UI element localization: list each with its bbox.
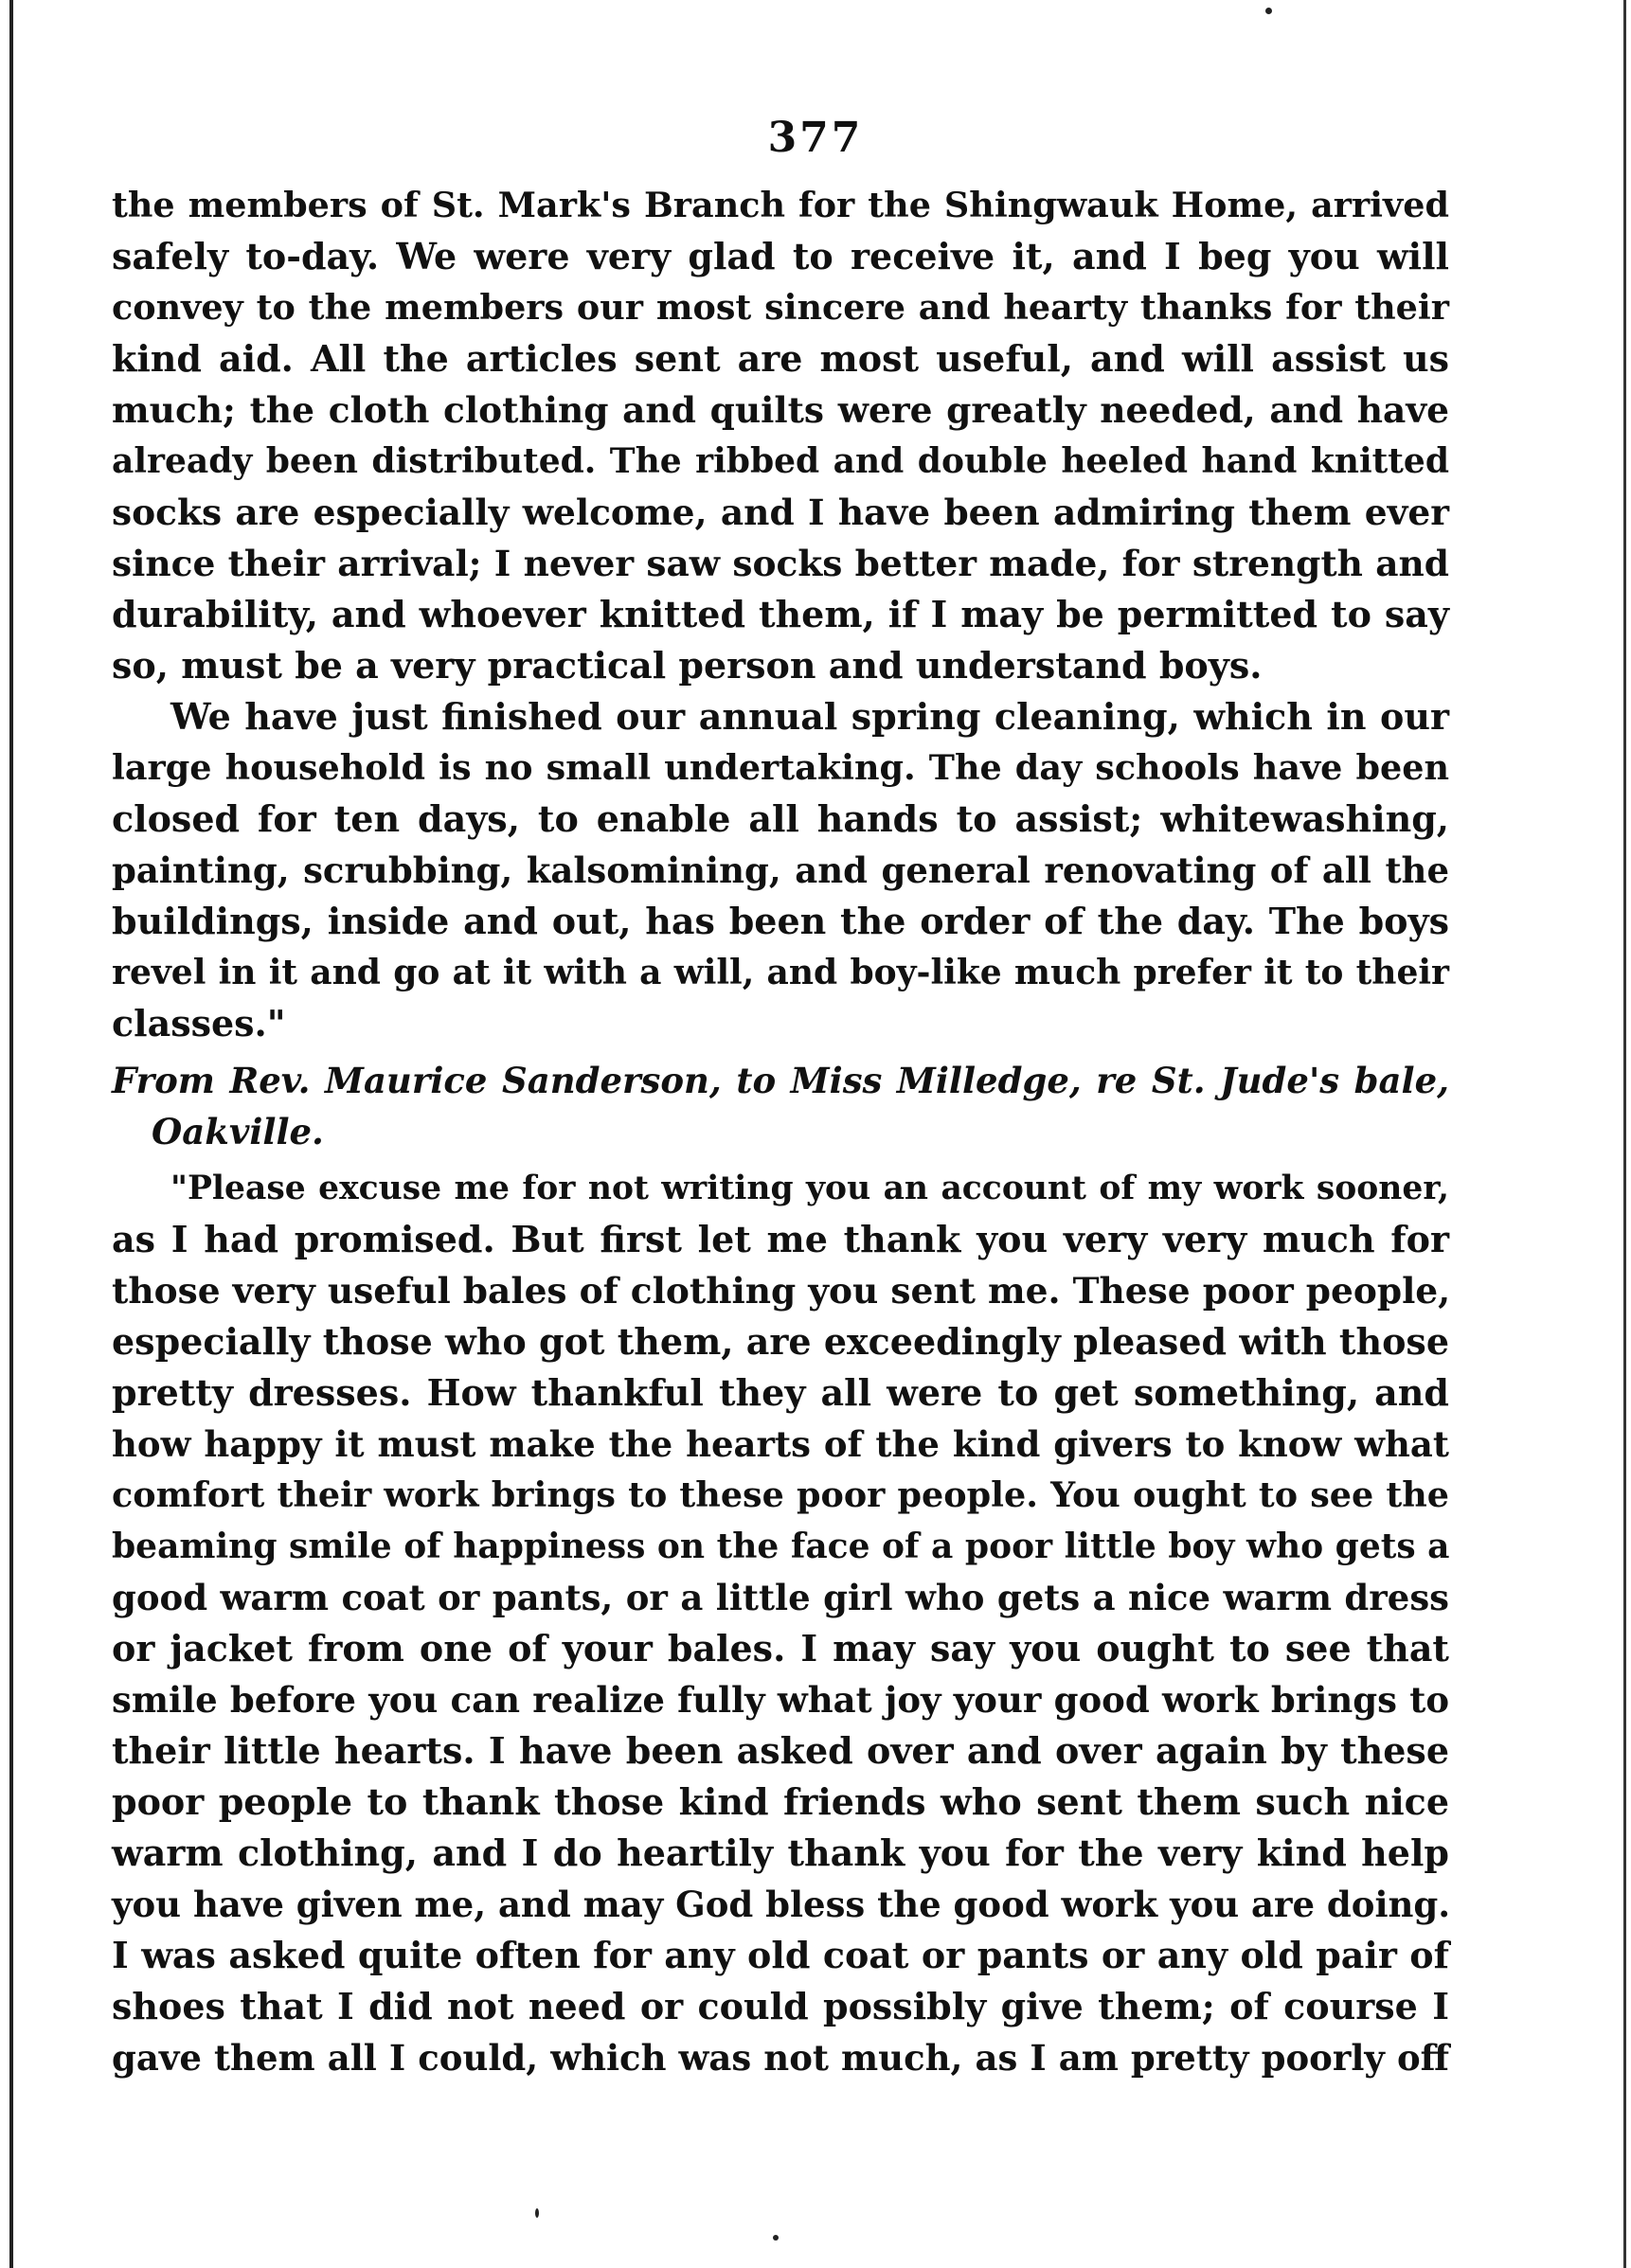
- text-line: comfort their work brings to these poor people. You ought to see the: [112, 1474, 1449, 1515]
- text-line: safely to-day. We were very glad to receive it, and I beg you will: [112, 235, 1449, 277]
- text-line: much; the cloth clothing and quilts were greatly needed, and have: [112, 389, 1449, 431]
- text-line: how happy it must make the hearts of the kind givers to know what: [112, 1423, 1449, 1465]
- text-line: warm clothing, and I do heartily thank you for the very kind help: [112, 1831, 1449, 1874]
- text-line: "Please excuse me for not writing you an account of my work sooner,: [170, 1170, 1449, 1207]
- text-line: convey to the members our most sincere and hearty thanks for their: [112, 287, 1449, 328]
- text-line: the members of St. Mark's Branch for the Shingwauk Home, arrived: [112, 185, 1449, 225]
- heading-line: From Rev. Maurice Sanderson, to Miss Milledge, re St. Jude's bale,: [112, 1060, 1449, 1101]
- text-line: revel in it and go at it with a will, and boy-like much prefer it to their: [112, 953, 1449, 992]
- text-line: shoes that I did not need or could possibly give them; of course I: [112, 1985, 1449, 2027]
- letter-heading: [112, 1055, 1449, 1157]
- text-line: good warm coat or pants, or a little girl who gets a nice warm dress: [112, 1577, 1449, 1618]
- text-line: since their arrival; I never saw socks better made, for strength and: [112, 543, 1449, 584]
- page-number: 377: [767, 114, 864, 162]
- text-line: smile before you can realize fully what joy your good work brings to: [112, 1679, 1449, 1721]
- text-line: durability, and whoever knitted them, if I may be permitted to say: [112, 593, 1449, 635]
- text-line: pretty dresses. How thankful they all were to get something, and: [112, 1371, 1449, 1414]
- text-line: large household is no small undertaking. The day schools have been: [112, 747, 1449, 788]
- text-line: socks are especially welcome, and I have been admiring them ever: [112, 491, 1449, 533]
- text-line: poor people to thank those kind friends who sent them such nice: [112, 1780, 1449, 1823]
- text-line: as I had promised. But first let me thank you very very much for: [112, 1218, 1449, 1260]
- left-margin-rule: [9, 0, 13, 2268]
- text-line: especially those who got them, are exceedingly pleased with those: [112, 1320, 1449, 1363]
- print-speck: [1265, 8, 1272, 14]
- print-speck: [535, 2208, 539, 2218]
- right-margin-rule: [1623, 0, 1626, 2268]
- paragraph-spring-cleaning: [112, 691, 1449, 1049]
- paragraph-sanderson-letter: [112, 1163, 1449, 2083]
- text-line: those very useful bales of clothing you sent me. These poor people,: [112, 1270, 1451, 1312]
- text-line: you have given me, and may God bless the good work you are doing.: [112, 1884, 1451, 1925]
- text-line: or jacket from one of your bales. I may say you ought to see that: [112, 1627, 1449, 1670]
- text-line: so, must be a very practical person and understand boys.: [112, 644, 1263, 687]
- text-line: already been distributed. The ribbed and double heeled hand knitted: [112, 441, 1449, 481]
- text-line: kind aid. All the articles sent are most useful, and will assist us: [112, 337, 1449, 380]
- text-line: gave them all I could, which was not much, as I am pretty poorly off: [112, 2037, 1449, 2079]
- print-speck: [773, 2235, 779, 2241]
- text-line: classes.": [112, 1002, 286, 1045]
- text-line: painting, scrubbing, kalsomining, and general renovating of all the: [112, 849, 1449, 891]
- text-line: their little hearts. I have been asked over and over again by these: [112, 1729, 1449, 1772]
- text-line: closed for ten days, to enable all hands to assist; whitewashing,: [112, 797, 1449, 840]
- text-line: We have just finished our annual spring cleaning, which in our: [170, 695, 1449, 738]
- paragraph-shingwauk-letter-end: [112, 180, 1449, 691]
- text-line: I was asked quite often for any old coat or pants or any old pair of: [112, 1934, 1449, 1976]
- text-line: beaming smile of happiness on the face of a poor little boy who gets a: [112, 1527, 1450, 1566]
- page-text: [112, 180, 1449, 2083]
- heading-line: Oakville.: [152, 1111, 324, 1152]
- text-line: buildings, inside and out, has been the order of the day. The boys: [112, 900, 1449, 942]
